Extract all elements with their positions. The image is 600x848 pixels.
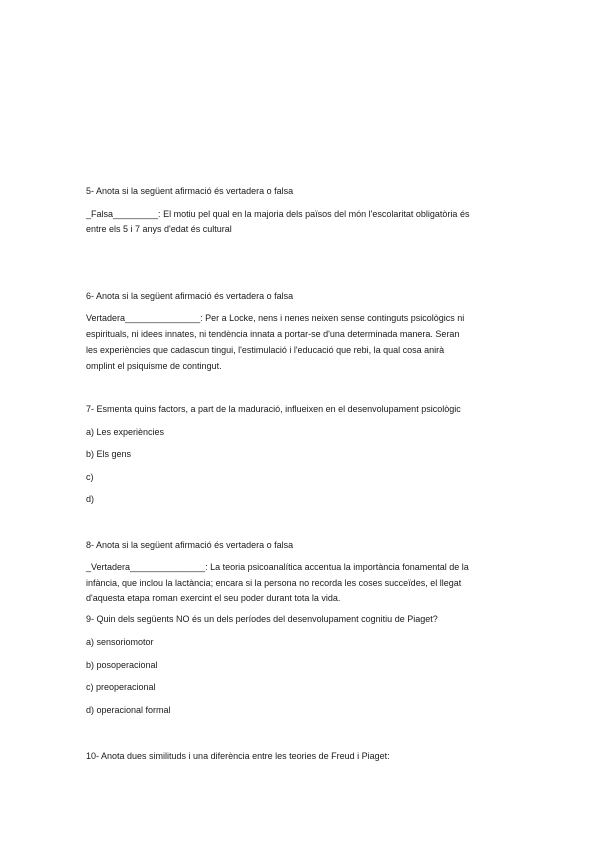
q7-option-c: c): [86, 472, 94, 482]
q7-option-b: b) Els gens: [86, 449, 132, 459]
q10-prompt: 10- Anota dues similituds i una diferència entre les teories de Freud i Piaget:: [86, 751, 390, 761]
q8-text-line: infància, que inclou la lactància; encara si la persona no recorda les coses succeïdes, el llegat: [86, 578, 462, 588]
q7-option-d: d): [86, 494, 95, 504]
q7-prompt: 7- Esmenta quins factors, a part de la maduració, influeixen en el desenvolupament psicològic: [86, 404, 461, 414]
q8-prompt: 8- Anota si la següent afirmació és vertadera o falsa: [86, 540, 294, 550]
q9-option-a: a) sensoriomotor: [86, 637, 154, 647]
q5-prompt: 5- Anota si la següent afirmació és vertadera o falsa: [86, 186, 294, 196]
q9-prompt: 9- Quin dels següents NO és un dels períodes del desenvolupament cognitiu de Piaget?: [86, 614, 438, 624]
q6-text-line: Vertadera_______________: Per a Locke, nens i nenes neixen sense continguts psicològics ni: [86, 313, 465, 323]
q6-text-line: espirituals, ni idees innates, ni tendència innata a portar-se d'una determinada manera. Seran: [86, 329, 460, 339]
q8-text-line: _Vertadera_______________: La teoria psicoanalítica accentua la importància fonamental de la: [86, 562, 469, 572]
q9-option-d: d) operacional formal: [86, 705, 171, 715]
q9-option-c: c) preoperacional: [86, 682, 156, 692]
q9-option-b: b) posoperacional: [86, 660, 158, 670]
q6-text-line: les experiències que cadascun tingui, l'estimulació i l'educació que rebi, la qual cosa anirà: [86, 345, 445, 355]
q5-answer-line-1: _Falsa_________: El motiu pel qual en la majoria dels països del món l'escolaritat obligatòria és: [86, 209, 470, 219]
q6-prompt: 6- Anota si la següent afirmació és vertadera o falsa: [86, 291, 294, 301]
q6-text-line: omplint el psiquisme de contingut.: [86, 361, 222, 371]
q5-answer-line-2: entre els 5 i 7 anys d'edat és cultural: [86, 224, 232, 234]
q7-option-a: a) Les experiències: [86, 427, 165, 437]
q8-text-line: d'aquesta etapa roman exercint el seu poder durant tota la vida.: [86, 593, 341, 603]
